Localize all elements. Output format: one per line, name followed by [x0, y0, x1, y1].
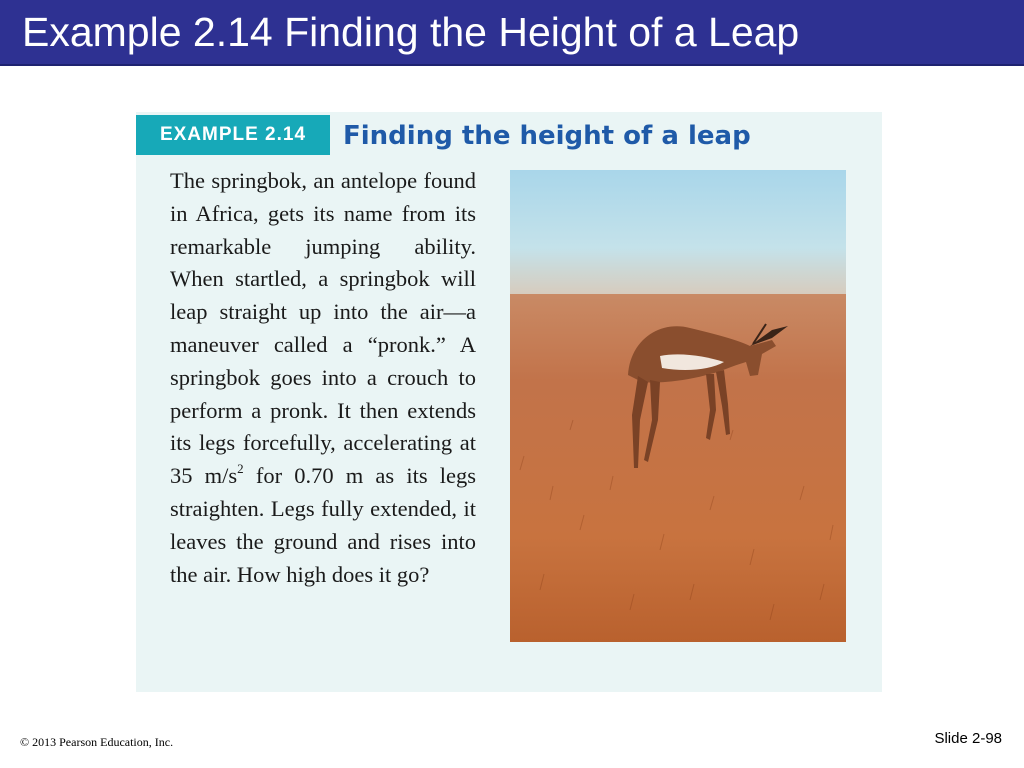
problem-text-main: The springbok, an antelope found in Africa, gets its name from its remarkable jumping ability. When startled, a springbok will leap straight up into the air—a maneuver called a “pronk.” A springbok goes into a crouch to perform a pronk. It then extends its legs forcefully, accelerating at 35 m/s: [170, 168, 476, 489]
title-bar: [0, 0, 1024, 64]
title-divider: [0, 64, 1024, 66]
example-heading: Finding the height of a leap: [343, 121, 751, 151]
sky: [510, 170, 846, 300]
example-panel: [136, 112, 882, 692]
springbok-photo: [510, 170, 846, 642]
slide-title: Example 2.14 Finding the Height of a Leap: [22, 9, 800, 55]
exponent: 2: [237, 460, 244, 476]
problem-text: [170, 165, 476, 591]
springbok-image: [510, 170, 846, 642]
example-badge: EXAMPLE 2.14: [136, 115, 330, 155]
problem-text-end: for 0.70 m as its legs straighten. Legs fully extended, it leaves the ground and rises into the air. How high does it go?: [170, 463, 476, 587]
slide-number: Slide 2-98: [934, 730, 1002, 747]
copyright-footer: © 2013 Pearson Education, Inc.: [20, 735, 174, 749]
